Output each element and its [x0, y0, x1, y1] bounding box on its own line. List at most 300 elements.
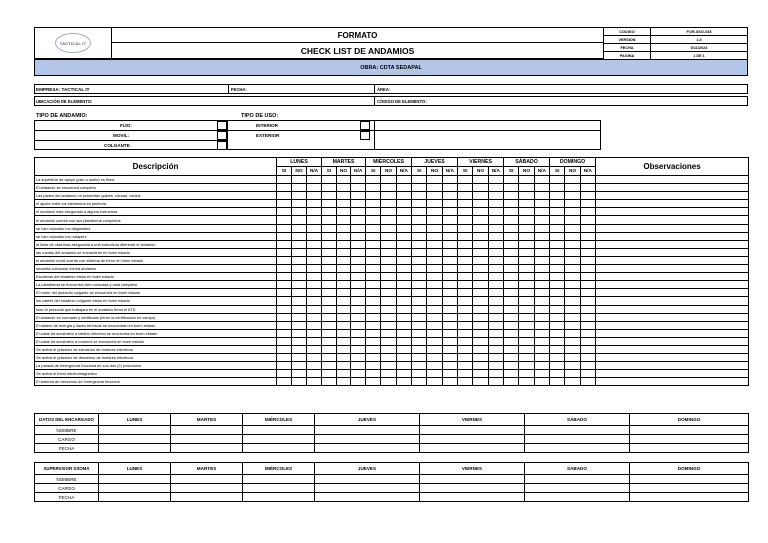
check-cell[interactable]: [534, 345, 549, 353]
check-cell[interactable]: [473, 281, 488, 289]
check-cell[interactable]: [366, 224, 381, 232]
check-cell[interactable]: [412, 184, 427, 192]
observation-cell[interactable]: [596, 354, 749, 362]
check-cell[interactable]: [550, 305, 565, 313]
check-cell[interactable]: [427, 224, 442, 232]
check-cell[interactable]: [292, 345, 307, 353]
check-cell[interactable]: [442, 354, 457, 362]
check-cell[interactable]: [534, 354, 549, 362]
check-cell[interactable]: [580, 232, 595, 240]
check-cell[interactable]: [427, 248, 442, 256]
check-cell[interactable]: [412, 329, 427, 337]
check-cell[interactable]: [412, 321, 427, 329]
check-cell[interactable]: [396, 232, 411, 240]
check-cell[interactable]: [396, 289, 411, 297]
check-cell[interactable]: [473, 321, 488, 329]
check-cell[interactable]: [504, 256, 519, 264]
check-cell[interactable]: [458, 216, 473, 224]
check-cell[interactable]: [458, 248, 473, 256]
check-cell[interactable]: [292, 216, 307, 224]
check-cell[interactable]: [412, 192, 427, 200]
check-cell[interactable]: [336, 216, 351, 224]
check-cell[interactable]: [307, 265, 322, 273]
signature-cell[interactable]: [525, 493, 630, 502]
check-cell[interactable]: [412, 208, 427, 216]
check-cell[interactable]: [504, 321, 519, 329]
check-cell[interactable]: [442, 337, 457, 345]
check-cell[interactable]: [473, 176, 488, 184]
check-cell[interactable]: [504, 232, 519, 240]
check-cell[interactable]: [277, 362, 292, 370]
check-cell[interactable]: [565, 289, 580, 297]
check-cell[interactable]: [565, 256, 580, 264]
check-cell[interactable]: [292, 200, 307, 208]
check-cell[interactable]: [473, 305, 488, 313]
check-cell[interactable]: [277, 256, 292, 264]
check-cell[interactable]: [427, 378, 442, 386]
check-cell[interactable]: [565, 313, 580, 321]
observation-cell[interactable]: [596, 345, 749, 353]
check-cell[interactable]: [351, 192, 366, 200]
observation-cell[interactable]: [596, 281, 749, 289]
check-cell[interactable]: [458, 289, 473, 297]
observation-cell[interactable]: [596, 200, 749, 208]
signature-cell[interactable]: [315, 493, 420, 502]
check-cell[interactable]: [381, 224, 396, 232]
check-cell[interactable]: [412, 240, 427, 248]
signature-cell[interactable]: [243, 475, 315, 484]
check-cell[interactable]: [381, 176, 396, 184]
check-cell[interactable]: [488, 248, 503, 256]
option-colgante-checkbox[interactable]: [217, 141, 227, 150]
check-cell[interactable]: [307, 281, 322, 289]
check-cell[interactable]: [442, 265, 457, 273]
check-cell[interactable]: [322, 289, 337, 297]
check-cell[interactable]: [504, 305, 519, 313]
signature-cell[interactable]: [243, 426, 315, 435]
check-cell[interactable]: [277, 297, 292, 305]
check-cell[interactable]: [504, 273, 519, 281]
check-cell[interactable]: [504, 354, 519, 362]
check-cell[interactable]: [565, 208, 580, 216]
check-cell[interactable]: [519, 256, 534, 264]
check-cell[interactable]: [351, 378, 366, 386]
check-cell[interactable]: [565, 240, 580, 248]
check-cell[interactable]: [396, 321, 411, 329]
check-cell[interactable]: [565, 200, 580, 208]
check-cell[interactable]: [412, 176, 427, 184]
check-cell[interactable]: [307, 224, 322, 232]
check-cell[interactable]: [519, 200, 534, 208]
check-cell[interactable]: [458, 256, 473, 264]
check-cell[interactable]: [336, 192, 351, 200]
check-cell[interactable]: [366, 192, 381, 200]
check-cell[interactable]: [427, 289, 442, 297]
check-cell[interactable]: [277, 224, 292, 232]
check-cell[interactable]: [292, 273, 307, 281]
check-cell[interactable]: [396, 281, 411, 289]
check-cell[interactable]: [442, 176, 457, 184]
check-cell[interactable]: [336, 362, 351, 370]
check-cell[interactable]: [458, 281, 473, 289]
check-cell[interactable]: [412, 337, 427, 345]
check-cell[interactable]: [322, 256, 337, 264]
signature-cell[interactable]: [630, 493, 749, 502]
check-cell[interactable]: [351, 176, 366, 184]
check-cell[interactable]: [381, 184, 396, 192]
check-cell[interactable]: [458, 232, 473, 240]
check-cell[interactable]: [565, 345, 580, 353]
check-cell[interactable]: [412, 313, 427, 321]
check-cell[interactable]: [504, 313, 519, 321]
check-cell[interactable]: [473, 329, 488, 337]
check-cell[interactable]: [504, 240, 519, 248]
check-cell[interactable]: [473, 216, 488, 224]
check-cell[interactable]: [504, 216, 519, 224]
check-cell[interactable]: [580, 176, 595, 184]
check-cell[interactable]: [519, 345, 534, 353]
signature-cell[interactable]: [630, 426, 749, 435]
check-cell[interactable]: [473, 224, 488, 232]
check-cell[interactable]: [292, 329, 307, 337]
signature-cell[interactable]: [525, 475, 630, 484]
check-cell[interactable]: [427, 176, 442, 184]
check-cell[interactable]: [550, 370, 565, 378]
check-cell[interactable]: [442, 281, 457, 289]
check-cell[interactable]: [488, 337, 503, 345]
check-cell[interactable]: [366, 184, 381, 192]
check-cell[interactable]: [366, 265, 381, 273]
check-cell[interactable]: [336, 337, 351, 345]
check-cell[interactable]: [534, 289, 549, 297]
check-cell[interactable]: [565, 329, 580, 337]
check-cell[interactable]: [412, 345, 427, 353]
check-cell[interactable]: [396, 200, 411, 208]
check-cell[interactable]: [396, 297, 411, 305]
check-cell[interactable]: [458, 176, 473, 184]
signature-cell[interactable]: [525, 484, 630, 493]
check-cell[interactable]: [534, 370, 549, 378]
check-cell[interactable]: [580, 378, 595, 386]
check-cell[interactable]: [442, 273, 457, 281]
check-cell[interactable]: [381, 240, 396, 248]
check-cell[interactable]: [534, 362, 549, 370]
check-cell[interactable]: [550, 256, 565, 264]
check-cell[interactable]: [366, 378, 381, 386]
check-cell[interactable]: [580, 289, 595, 297]
observation-cell[interactable]: [596, 265, 749, 273]
check-cell[interactable]: [307, 313, 322, 321]
check-cell[interactable]: [336, 354, 351, 362]
check-cell[interactable]: [322, 216, 337, 224]
check-cell[interactable]: [565, 362, 580, 370]
check-cell[interactable]: [550, 265, 565, 273]
check-cell[interactable]: [488, 378, 503, 386]
check-cell[interactable]: [292, 297, 307, 305]
signature-cell[interactable]: [630, 435, 749, 444]
check-cell[interactable]: [366, 354, 381, 362]
check-cell[interactable]: [336, 370, 351, 378]
check-cell[interactable]: [277, 329, 292, 337]
check-cell[interactable]: [534, 192, 549, 200]
check-cell[interactable]: [519, 321, 534, 329]
check-cell[interactable]: [565, 216, 580, 224]
check-cell[interactable]: [307, 273, 322, 281]
check-cell[interactable]: [534, 337, 549, 345]
check-cell[interactable]: [534, 232, 549, 240]
check-cell[interactable]: [366, 200, 381, 208]
check-cell[interactable]: [292, 289, 307, 297]
check-cell[interactable]: [458, 224, 473, 232]
check-cell[interactable]: [442, 224, 457, 232]
check-cell[interactable]: [580, 362, 595, 370]
check-cell[interactable]: [366, 232, 381, 240]
check-cell[interactable]: [336, 297, 351, 305]
check-cell[interactable]: [336, 313, 351, 321]
check-cell[interactable]: [292, 248, 307, 256]
check-cell[interactable]: [473, 297, 488, 305]
check-cell[interactable]: [550, 329, 565, 337]
check-cell[interactable]: [504, 248, 519, 256]
check-cell[interactable]: [580, 184, 595, 192]
check-cell[interactable]: [580, 192, 595, 200]
check-cell[interactable]: [580, 305, 595, 313]
option-fijo-checkbox[interactable]: [217, 121, 227, 130]
check-cell[interactable]: [519, 208, 534, 216]
signature-cell[interactable]: [420, 493, 525, 502]
check-cell[interactable]: [473, 354, 488, 362]
check-cell[interactable]: [427, 200, 442, 208]
check-cell[interactable]: [565, 378, 580, 386]
observation-cell[interactable]: [596, 321, 749, 329]
observation-cell[interactable]: [596, 337, 749, 345]
check-cell[interactable]: [336, 281, 351, 289]
check-cell[interactable]: [351, 216, 366, 224]
check-cell[interactable]: [565, 248, 580, 256]
check-cell[interactable]: [307, 329, 322, 337]
check-cell[interactable]: [565, 184, 580, 192]
check-cell[interactable]: [381, 313, 396, 321]
observation-cell[interactable]: [596, 248, 749, 256]
check-cell[interactable]: [565, 281, 580, 289]
check-cell[interactable]: [351, 281, 366, 289]
signature-cell[interactable]: [525, 444, 630, 453]
check-cell[interactable]: [381, 378, 396, 386]
check-cell[interactable]: [396, 265, 411, 273]
check-cell[interactable]: [473, 240, 488, 248]
observation-cell[interactable]: [596, 273, 749, 281]
check-cell[interactable]: [580, 200, 595, 208]
check-cell[interactable]: [322, 208, 337, 216]
check-cell[interactable]: [458, 297, 473, 305]
check-cell[interactable]: [519, 224, 534, 232]
check-cell[interactable]: [550, 248, 565, 256]
check-cell[interactable]: [427, 265, 442, 273]
check-cell[interactable]: [292, 192, 307, 200]
check-cell[interactable]: [292, 208, 307, 216]
check-cell[interactable]: [519, 378, 534, 386]
check-cell[interactable]: [412, 232, 427, 240]
check-cell[interactable]: [565, 370, 580, 378]
check-cell[interactable]: [504, 370, 519, 378]
check-cell[interactable]: [396, 192, 411, 200]
check-cell[interactable]: [351, 289, 366, 297]
fecha-field[interactable]: FECHA:: [231, 86, 247, 92]
check-cell[interactable]: [550, 216, 565, 224]
check-cell[interactable]: [488, 321, 503, 329]
check-cell[interactable]: [534, 378, 549, 386]
check-cell[interactable]: [366, 321, 381, 329]
signature-cell[interactable]: [99, 484, 171, 493]
check-cell[interactable]: [580, 240, 595, 248]
signature-cell[interactable]: [243, 435, 315, 444]
check-cell[interactable]: [412, 256, 427, 264]
check-cell[interactable]: [412, 265, 427, 273]
check-cell[interactable]: [322, 313, 337, 321]
check-cell[interactable]: [488, 362, 503, 370]
check-cell[interactable]: [351, 232, 366, 240]
check-cell[interactable]: [277, 265, 292, 273]
check-cell[interactable]: [351, 256, 366, 264]
check-cell[interactable]: [322, 297, 337, 305]
check-cell[interactable]: [292, 240, 307, 248]
check-cell[interactable]: [396, 184, 411, 192]
check-cell[interactable]: [396, 248, 411, 256]
check-cell[interactable]: [412, 305, 427, 313]
check-cell[interactable]: [381, 208, 396, 216]
check-cell[interactable]: [322, 378, 337, 386]
check-cell[interactable]: [427, 354, 442, 362]
check-cell[interactable]: [366, 305, 381, 313]
check-cell[interactable]: [550, 337, 565, 345]
check-cell[interactable]: [307, 240, 322, 248]
check-cell[interactable]: [580, 370, 595, 378]
check-cell[interactable]: [396, 362, 411, 370]
check-cell[interactable]: [336, 224, 351, 232]
check-cell[interactable]: [550, 208, 565, 216]
check-cell[interactable]: [277, 321, 292, 329]
check-cell[interactable]: [396, 216, 411, 224]
check-cell[interactable]: [396, 313, 411, 321]
check-cell[interactable]: [381, 370, 396, 378]
check-cell[interactable]: [442, 305, 457, 313]
check-cell[interactable]: [504, 200, 519, 208]
check-cell[interactable]: [322, 354, 337, 362]
check-cell[interactable]: [442, 200, 457, 208]
check-cell[interactable]: [473, 192, 488, 200]
check-cell[interactable]: [381, 200, 396, 208]
check-cell[interactable]: [351, 265, 366, 273]
check-cell[interactable]: [580, 354, 595, 362]
check-cell[interactable]: [277, 289, 292, 297]
check-cell[interactable]: [427, 281, 442, 289]
check-cell[interactable]: [534, 313, 549, 321]
signature-cell[interactable]: [420, 475, 525, 484]
check-cell[interactable]: [322, 248, 337, 256]
check-cell[interactable]: [322, 240, 337, 248]
check-cell[interactable]: [519, 240, 534, 248]
check-cell[interactable]: [381, 305, 396, 313]
check-cell[interactable]: [565, 192, 580, 200]
check-cell[interactable]: [366, 281, 381, 289]
check-cell[interactable]: [473, 345, 488, 353]
check-cell[interactable]: [534, 208, 549, 216]
check-cell[interactable]: [580, 329, 595, 337]
check-cell[interactable]: [458, 329, 473, 337]
check-cell[interactable]: [396, 354, 411, 362]
check-cell[interactable]: [366, 256, 381, 264]
check-cell[interactable]: [473, 289, 488, 297]
check-cell[interactable]: [580, 281, 595, 289]
check-cell[interactable]: [366, 176, 381, 184]
check-cell[interactable]: [442, 232, 457, 240]
check-cell[interactable]: [336, 345, 351, 353]
check-cell[interactable]: [366, 289, 381, 297]
check-cell[interactable]: [534, 281, 549, 289]
check-cell[interactable]: [366, 313, 381, 321]
check-cell[interactable]: [580, 337, 595, 345]
signature-cell[interactable]: [525, 435, 630, 444]
check-cell[interactable]: [351, 345, 366, 353]
check-cell[interactable]: [351, 370, 366, 378]
check-cell[interactable]: [277, 313, 292, 321]
check-cell[interactable]: [277, 345, 292, 353]
observation-cell[interactable]: [596, 192, 749, 200]
check-cell[interactable]: [488, 256, 503, 264]
check-cell[interactable]: [458, 273, 473, 281]
check-cell[interactable]: [412, 200, 427, 208]
check-cell[interactable]: [307, 305, 322, 313]
check-cell[interactable]: [351, 362, 366, 370]
check-cell[interactable]: [458, 184, 473, 192]
check-cell[interactable]: [534, 224, 549, 232]
check-cell[interactable]: [336, 248, 351, 256]
check-cell[interactable]: [488, 232, 503, 240]
check-cell[interactable]: [534, 216, 549, 224]
check-cell[interactable]: [519, 281, 534, 289]
check-cell[interactable]: [307, 216, 322, 224]
check-cell[interactable]: [322, 281, 337, 289]
check-cell[interactable]: [292, 378, 307, 386]
codigo-field[interactable]: CÓDIGO DE ELEMENTO:: [377, 98, 427, 104]
check-cell[interactable]: [565, 232, 580, 240]
signature-cell[interactable]: [630, 484, 749, 493]
check-cell[interactable]: [504, 281, 519, 289]
check-cell[interactable]: [366, 273, 381, 281]
check-cell[interactable]: [488, 289, 503, 297]
check-cell[interactable]: [473, 370, 488, 378]
check-cell[interactable]: [366, 329, 381, 337]
check-cell[interactable]: [488, 313, 503, 321]
check-cell[interactable]: [366, 362, 381, 370]
check-cell[interactable]: [322, 370, 337, 378]
check-cell[interactable]: [565, 176, 580, 184]
check-cell[interactable]: [504, 176, 519, 184]
check-cell[interactable]: [336, 208, 351, 216]
check-cell[interactable]: [322, 176, 337, 184]
check-cell[interactable]: [473, 232, 488, 240]
check-cell[interactable]: [336, 176, 351, 184]
check-cell[interactable]: [396, 305, 411, 313]
check-cell[interactable]: [307, 256, 322, 264]
check-cell[interactable]: [277, 273, 292, 281]
observation-cell[interactable]: [596, 216, 749, 224]
check-cell[interactable]: [322, 345, 337, 353]
check-cell[interactable]: [292, 176, 307, 184]
check-cell[interactable]: [534, 321, 549, 329]
check-cell[interactable]: [534, 273, 549, 281]
observation-cell[interactable]: [596, 240, 749, 248]
